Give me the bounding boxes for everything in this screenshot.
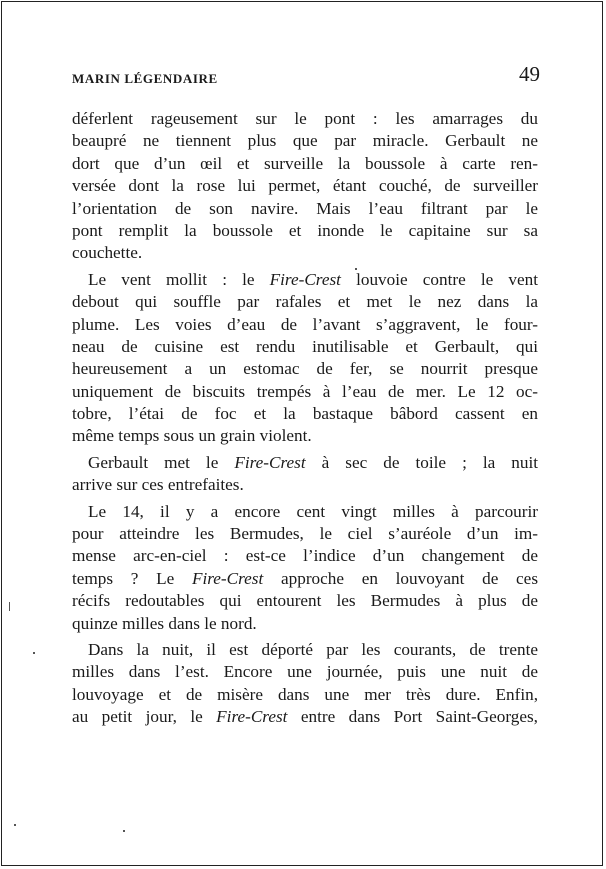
text-line — [72, 130, 538, 152]
text-line — [72, 198, 538, 220]
text-line — [72, 175, 538, 197]
scan-speck — [9, 602, 10, 611]
text-segment: heureusement a un estomac de fer, se nourrit presque — [72, 359, 538, 379]
text-line — [72, 153, 538, 175]
text-line — [72, 358, 538, 380]
text-segment: plume. Les voies d’eau de l’avant s’aggravent, le four- — [72, 314, 538, 334]
text-segment: couchette. — [72, 243, 143, 263]
scan-speck — [123, 830, 125, 832]
text-line — [72, 568, 538, 590]
text-segment: déferlent rageusement sur le pont : les amarrages du — [72, 109, 538, 128]
text-segment: à sec de toile ; la nuit — [305, 452, 539, 472]
text-segment: pont remplit la boussole et inonde le capitaine sur sa — [72, 220, 538, 240]
text-segment: temps ? Le — [72, 568, 192, 588]
text-line — [72, 684, 538, 706]
boat-name: Fire-Crest — [216, 707, 288, 727]
text-segment: récifs redoutables qui entourent les Bermudes à plus de — [72, 591, 538, 611]
text-segment: Gerbault met le — [88, 452, 235, 472]
text-line — [72, 661, 538, 683]
text-line — [72, 314, 538, 336]
text-line — [72, 381, 538, 403]
text-segment: beaupré ne tiennent plus que par miracle. Gerbault ne — [72, 131, 538, 151]
boat-name: Fire-Crest — [234, 452, 306, 472]
text-segment: tobre, l’étai de foc et la bastaque bâbord cassent en — [72, 404, 538, 424]
body-text — [72, 108, 538, 729]
text-segment: debout qui souffle par rafales et met le nez dans la — [72, 292, 538, 312]
text-segment: au petit jour, le — [72, 707, 217, 727]
text-line — [72, 613, 538, 635]
text-line — [72, 452, 538, 474]
text-segment: même temps sous un grain violent. — [72, 426, 312, 446]
page-number: 49 — [519, 62, 540, 86]
running-head — [72, 62, 540, 86]
text-segment: quinze milles dans le nord. — [72, 613, 257, 633]
text-line — [72, 269, 538, 291]
text-line — [72, 108, 538, 130]
text-line — [72, 220, 538, 242]
running-title: MARIN LÉGENDAIRE — [72, 71, 218, 86]
scan-speck — [14, 824, 16, 826]
text-segment: Dans la nuit, il est déporté par les courants, de trente — [88, 639, 538, 659]
text-line — [72, 706, 538, 728]
text-line — [72, 639, 538, 661]
boat-name: Fire-Crest — [191, 568, 264, 588]
text-segment: pour atteindre les Bermudes, le ciel s’auréole d’un im- — [72, 524, 538, 544]
text-segment: Le vent mollit : le — [88, 269, 270, 289]
text-segment: milles dans l’est. Encore une journée, puis une nuit de — [72, 662, 538, 682]
boat-name: Fire-Crest — [269, 269, 341, 289]
text-segment: versée dont la rose lui permet, étant couché, de surveiller — [72, 176, 538, 196]
text-line — [72, 474, 538, 496]
text-segment: mense arc-en-ciel : est-ce l’indice d’un changement de — [72, 546, 538, 566]
text-segment: arrive sur ces entrefaites. — [72, 475, 244, 495]
scan-speck — [33, 652, 35, 654]
text-segment: uniquement de biscuits trempés à l’eau de mer. Le 12 oc- — [72, 381, 538, 401]
text-line — [72, 291, 538, 313]
text-segment: l’orientation de son navire. Mais l’eau filtrant par le — [72, 198, 538, 218]
text-line — [72, 403, 538, 425]
text-segment: louvoyage et de misère dans une mer très dure. Enfin, — [72, 684, 538, 704]
text-line — [72, 336, 538, 358]
text-line — [72, 523, 538, 545]
text-line — [72, 501, 538, 523]
text-segment: neau de cuisine est rendu inutilisable et Gerbault, qui — [72, 336, 538, 356]
paragraph — [72, 265, 538, 448]
text-line — [72, 425, 538, 447]
text-segment: approche en louvoyant de ces — [263, 568, 539, 588]
text-segment: Le 14, il y a encore cent vingt milles à parcourir — [88, 501, 538, 521]
text-segment: entre dans Port Saint-Georges, — [287, 707, 538, 727]
text-line — [72, 242, 538, 264]
paragraph — [72, 108, 538, 265]
paragraph — [72, 448, 538, 497]
text-segment: dort que d’un œil et surveille la boussole à carte ren- — [72, 153, 538, 173]
text-line — [72, 590, 538, 612]
paragraph — [72, 635, 538, 729]
text-line — [72, 545, 538, 567]
text-segment: louvoie contre le vent — [340, 269, 538, 289]
scan-speck — [355, 268, 357, 270]
paragraph — [72, 497, 538, 635]
